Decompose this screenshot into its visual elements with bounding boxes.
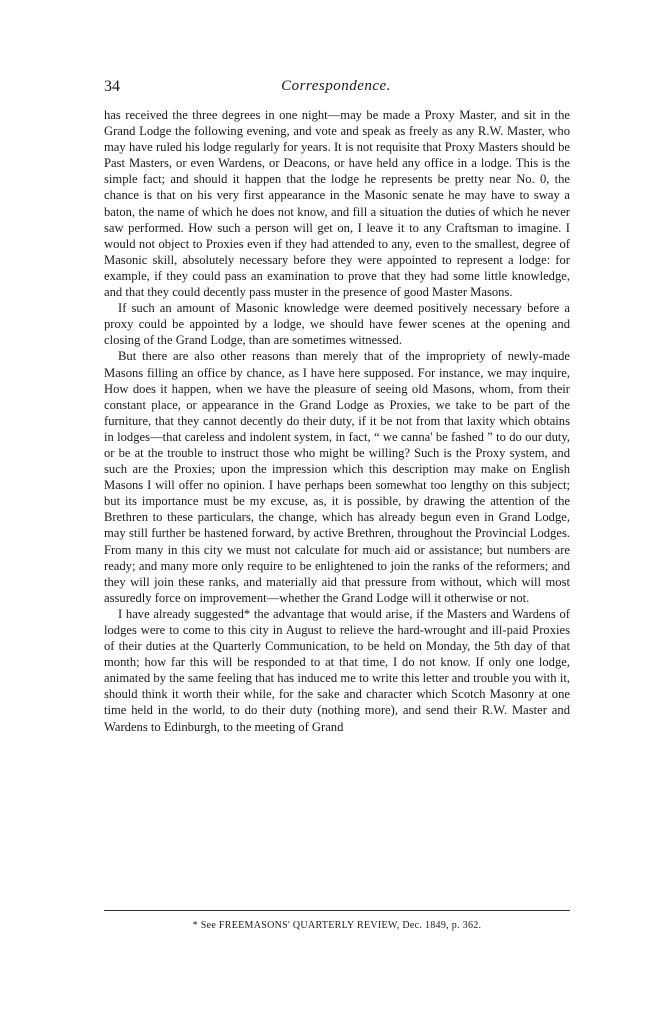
paragraph-4: I have already suggested* the advantage that would arise, if the Masters and Wardens of lodges were to come to this city in August to relieve the hard-wrought and ill-paid Proxies of their duties at the Quarterly Communication, to be held on Monday, the 5th day of that month; how far this will be responded to at that time, I do not know. If only one lodge, animated by the same feeling that has induced me to write this letter and trouble you with it, should think it worth their while, for the sake and character which Scotch Masonry at one time held in the world, to do their duty (nothing more), and send their R.W. Master and Wardens to Edinburgh, to the meeting of Grand [104,606,570,734]
body-text [104,107,570,735]
paragraph-2: If such an amount of Masonic knowledge were deemed positively necessary before a proxy could be appointed by a lodge, we should have fewer scenes at the opening and closing of the Grand Lodge, than are sometimes witnessed. [104,301,570,348]
paragraph-3: But there are also other reasons than merely that of the impropriety of newly-made Masons filling an office by chance, as I have here supposed. For instance, we may inquire, How does it happen, when we have the pleasure of seeing old Masons, whom, from their constant place, or appearance in the Grand Lodge as Proxies, we take to be part of the furniture, that they cannot decently do their duty, if it be not from that laxity which obtains in lodges—that careless and indolent system, in fact, “ we canna' be fashed ” to do our duty, or be at the trouble to instruct those who might be willing? Such is the Proxy system, and such are the Proxies; upon the impression which this description may make on English Masons I will offer no opinion. I have perhaps been somewhat too lengthy on this subject; but its importance must be my excuse, as, it is possible, by drawing the attention of the Brethren to these particulars, the change, which has already begun even in Grand Lodge, may still further be hastened forward, by active Brethren, throughout the Provincial Lodges. From many in this city we must not calculate for much aid or assistance; but numbers are ready; and many more only require to be enlightened to join the ranks of the reformers; and they will join these ranks, and materially aid that pressure from without, which will most assuredly force on improvement—whether the Grand Lodge will it otherwise or not. [104,349,570,605]
paragraph-1: has received the three degrees in one night—may be made a Proxy Master, and sit in the Grand Lodge the following evening, and vote and speak as freely as any R.W. Master, who may have ruled his lodge regularly for years. It is not requisite that Proxy Masters should be Past Masters, or even Wardens, or Deacons, or have held any office in a lodge. This is the simple fact; and should it happen that the lodge he represents be pretty near No. 0, the chance is that on his very first appearance in the Masonic senate he may have to sway a baton, the name of which he does not know, and fill a situation the duties of which he never saw performed. How such a person will get on, I leave it to any Craftsman to imagine. I would not object to Proxies even if they had attended to any, even to the smallest, degree of Masonic skill, absolutely necessary before they were appointed to represent a lodge: for example, if they could pass an examination to prove that they had some little knowledge, and that they could decently pass muster in the presence of good Master Masons. [104,108,570,300]
page-number: 34 [104,78,120,95]
footnote: * See FREEMASONS' QUARTERLY REVIEW, Dec. 1849, p. 362. [192,920,482,931]
running-head [104,78,568,100]
footnote-rule [104,910,570,911]
running-title: Correspondence. [281,78,391,94]
